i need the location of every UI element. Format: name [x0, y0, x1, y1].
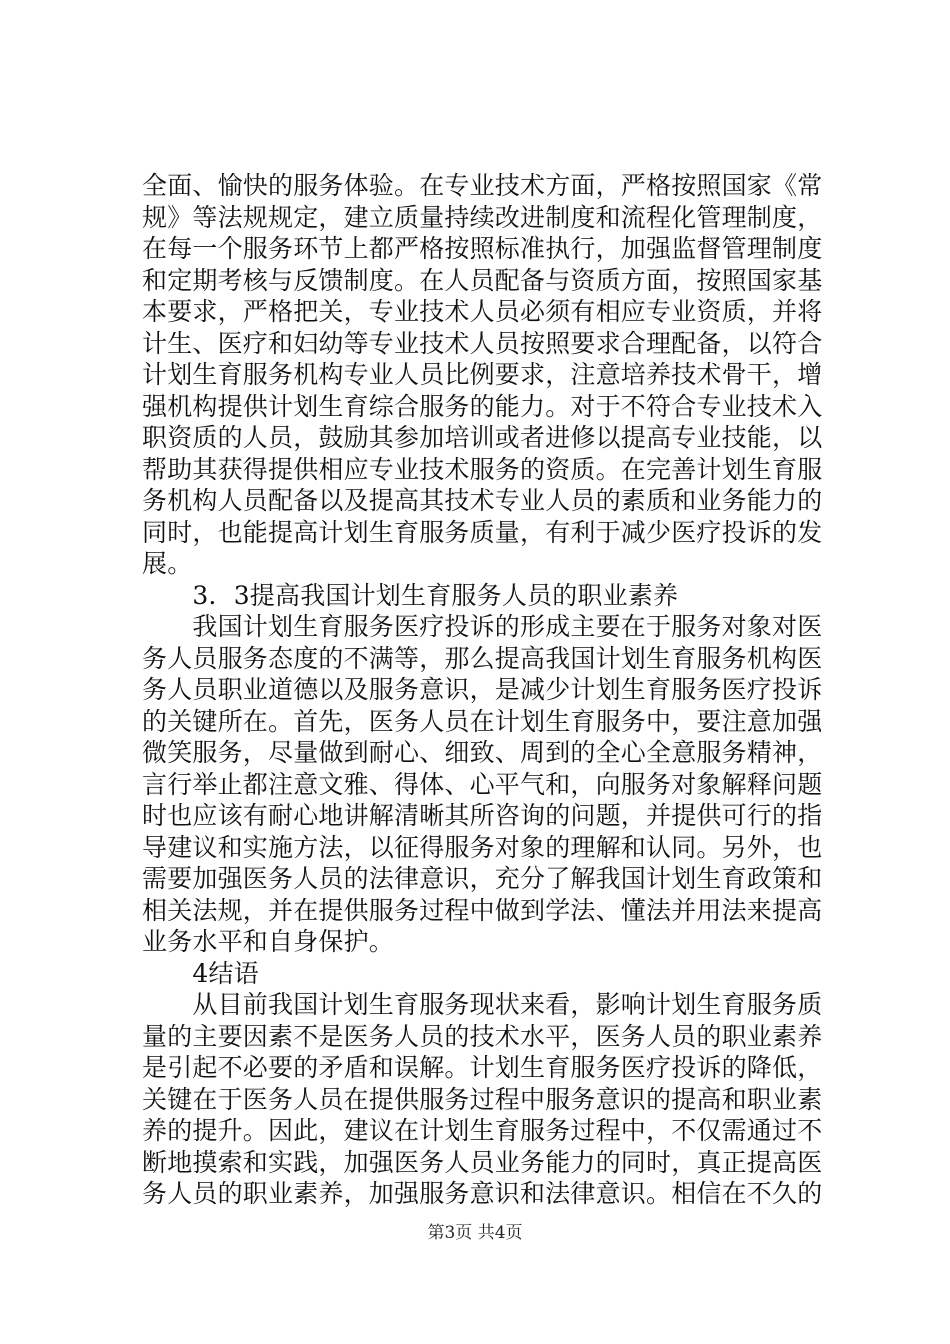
text-line: 微笑服务，尽量做到耐心、细致、周到的全心全意服务精神， [142, 738, 823, 767]
text-line: 业务水平和自身保护。 [142, 927, 395, 956]
text-line: 需要加强医务人员的法律意识，充分了解我国计划生育政策和 [142, 864, 823, 893]
text-line: 量的主要因素不是医务人员的技术水平，医务人员的职业素养 [142, 1021, 823, 1051]
text-line: 的关键所在。首先，医务人员在计划生育服务中，要注意加强 [142, 706, 823, 736]
text-line: 养的提升。因此，建议在计划生育服务过程中，不仅需通过不 [142, 1116, 823, 1145]
text-line: 计划生育服务机构专业人员比例要求，注意培养技术骨干，增 [142, 360, 823, 389]
text-line: 职资质的人员，鼓励其参加培训或者进修以提高专业技能，以 [142, 423, 823, 452]
text-line: 计生、医疗和妇幼等专业技术人员按照要求合理配备，以符合 [142, 328, 823, 358]
text-line: 从目前我国计划生育服务现状来看，影响计划生育服务质 [142, 990, 823, 1019]
text-line: 全面、愉快的服务体验。在专业技术方面，严格按照国家《常 [142, 171, 823, 200]
text-line: 时也应该有耐心地讲解清晰其所咨询的问题，并提供可行的指 [142, 801, 823, 830]
body-text [142, 170, 832, 1210]
text-line: 规》等法规规定，建立质量持续改进制度和流程化管理制度， [142, 202, 823, 232]
text-line: 断地摸索和实践，加强医务人员业务能力的同时，真正提高医 [142, 1147, 823, 1177]
text-line: 相关法规，并在提供服务过程中做到学法、懂法并用法来提高 [142, 895, 823, 925]
page-number-footer: 第3页 共4页 [427, 1223, 523, 1243]
text-line: 言行举止都注意文雅、得体、心平气和，向服务对象解释问题 [142, 769, 823, 799]
text-line: 我国计划生育服务医疗投诉的形成主要在于服务对象对医 [142, 612, 823, 641]
text-line: 3．3提高我国计划生育服务人员的职业素养 [142, 580, 679, 610]
text-line: 导建议和实施方法，以征得服务对象的理解和认同。另外，也 [142, 832, 823, 862]
text-line: 务人员职业道德以及服务意识，是减少计划生育服务医疗投诉 [142, 675, 823, 704]
text-line: 关键在于医务人员在提供服务过程中服务意识的提高和职业素 [142, 1084, 823, 1114]
text-line: 本要求，严格把关，专业技术人员必须有相应专业资质，并将 [142, 297, 823, 326]
text-line: 务人员的职业素养，加强服务意识和法律意识。相信在不久的 [142, 1179, 823, 1208]
text-line: 4结语 [142, 958, 259, 988]
text-line: 强机构提供计划生育综合服务的能力。对于不符合专业技术入 [142, 391, 823, 421]
text-line: 和定期考核与反馈制度。在人员配备与资质方面，按照国家基 [142, 265, 823, 295]
text-line: 同时，也能提高计划生育服务质量，有利于减少医疗投诉的发 [142, 517, 823, 547]
text-line: 务机构人员配备以及提高其技术专业人员的素质和业务能力的 [142, 486, 823, 515]
text-line: 帮助其获得提供相应专业技术服务的资质。在完善计划生育服 [142, 454, 823, 484]
text-line: 展。 [142, 549, 193, 578]
text-line: 在每一个服务环节上都严格按照标准执行，加强监督管理制度 [142, 234, 823, 263]
text-line: 是引起不必要的矛盾和误解。计划生育服务医疗投诉的降低， [142, 1053, 823, 1082]
text-line: 务人员服务态度的不满等，那么提高我国计划生育服务机构医 [142, 643, 823, 673]
